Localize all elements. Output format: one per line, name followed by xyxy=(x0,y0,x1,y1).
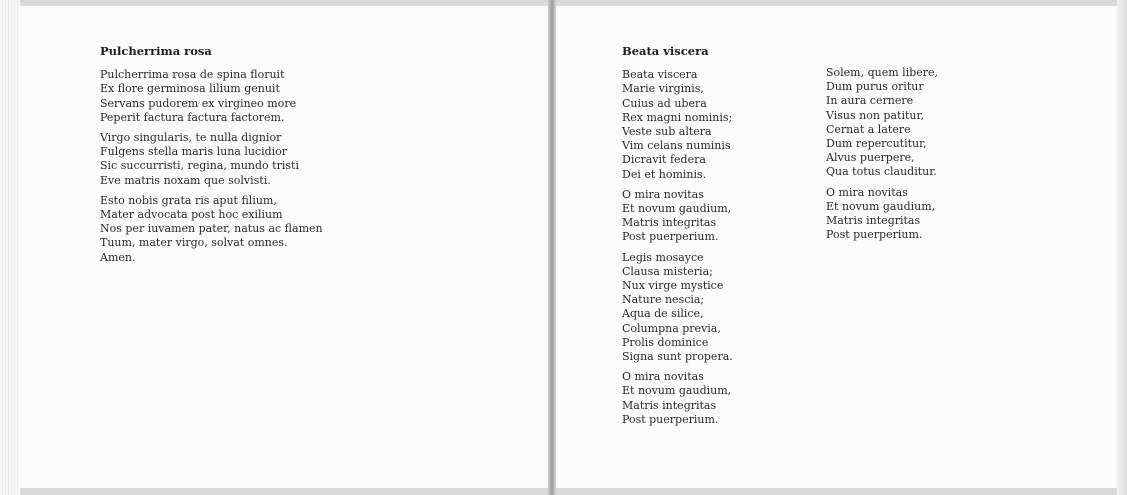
stanza xyxy=(622,188,733,245)
poem-title: Pulcherrima rosa xyxy=(100,44,212,58)
verse-line: Clausa misteria; xyxy=(622,264,713,278)
stanza xyxy=(622,251,733,365)
verse-line: Peperit factura factura factorem. xyxy=(100,110,285,124)
verse-line: Esto nobis grata ris aput filium, xyxy=(100,193,277,207)
verse-line: Dei et hominis. xyxy=(622,167,707,181)
verse-line: Nux virge mystice xyxy=(622,279,724,293)
verse-line: Qua totus clauditur. xyxy=(826,165,937,179)
page-stack-edge xyxy=(0,0,20,495)
verse-line: Pulcherrima rosa de spina floruit xyxy=(100,68,285,82)
verse-line: Post puerperium. xyxy=(826,228,923,242)
stanza xyxy=(100,68,323,125)
verse-line: Marie virginis, xyxy=(622,82,704,96)
verse-line: Cuius ad ubera xyxy=(622,96,707,110)
book-gutter xyxy=(548,0,556,495)
verse-line: Columpna previa, xyxy=(622,321,721,335)
verse-line: Sic succurristi, regina, mundo tristi xyxy=(100,159,299,173)
verse-line: Post puerperium. xyxy=(622,230,719,244)
verse-line: Cernat a latere xyxy=(826,122,911,136)
verse-line: Dum repercutitur, xyxy=(826,137,927,151)
stanza xyxy=(622,68,733,182)
verse-line: Nature nescia; xyxy=(622,293,705,307)
verse-line: Alvus puerpere, xyxy=(826,151,915,165)
verse-line: Matris integritas xyxy=(622,216,717,230)
verse-line: In aura cernere xyxy=(826,94,914,108)
verse-line: Vim celans numinis xyxy=(622,139,731,153)
verse-line: Fulgens stella maris luna lucidior xyxy=(100,145,288,159)
verse-line: Legis mosayce xyxy=(622,250,704,264)
verse-line: Amen. xyxy=(100,250,136,264)
stanza xyxy=(100,194,323,265)
right-page-edge xyxy=(1117,0,1127,495)
poem-column-2 xyxy=(826,66,938,242)
verse-line: Eve matris noxam que solvisti. xyxy=(100,173,271,187)
verse-line: O mira novitas xyxy=(622,370,704,384)
verse-line: Visus non patitur, xyxy=(826,108,925,122)
verse-line: O mira novitas xyxy=(826,185,908,199)
verse-line: Solem, quem libere, xyxy=(826,66,939,79)
verse-line: Prolis dominice xyxy=(622,335,709,349)
poem-pulcherrima-rosa xyxy=(100,44,323,271)
verse-line: Ex flore germinosa lilium genuit xyxy=(100,82,280,96)
verse-line: Aqua de silice, xyxy=(622,307,704,321)
verse-line: Servans pudorem ex virgineo more xyxy=(100,96,297,110)
poem-body xyxy=(100,68,323,265)
verse-line: Mater advocata post hoc exilium xyxy=(100,208,283,222)
stanza xyxy=(622,370,733,427)
verse-line: Veste sub altera xyxy=(622,125,712,139)
verse-line: Matris integritas xyxy=(622,398,717,412)
verse-line: Tuum, mater virgo, solvat omnes. xyxy=(100,236,288,250)
verse-line: Nos per iuvamen pater, natus ac flamen xyxy=(100,222,323,236)
stanza xyxy=(826,66,938,180)
stanza xyxy=(100,131,323,188)
verse-line: Beata viscera xyxy=(622,68,698,82)
verse-line: Matris integritas xyxy=(826,214,921,228)
stanza xyxy=(826,186,938,243)
verse-line: Et novum gaudium, xyxy=(622,384,732,398)
verse-line: Dum purus oritur xyxy=(826,80,924,94)
verse-line: Et novum gaudium, xyxy=(826,199,936,213)
verse-line: Rex magni nominis; xyxy=(622,110,733,124)
poem-title: Beata viscera xyxy=(622,44,709,58)
verse-line: Et novum gaudium, xyxy=(622,202,732,216)
verse-line: Dicravit federa xyxy=(622,153,706,167)
verse-line: Signa sunt propera. xyxy=(622,350,733,364)
verse-line: Virgo singularis, te nulla dignior xyxy=(100,131,282,145)
verse-line: O mira novitas xyxy=(622,187,704,201)
poem-column-1 xyxy=(622,68,733,427)
verse-line: Post puerperium. xyxy=(622,412,719,426)
poem-beata-viscera xyxy=(622,44,733,433)
poem-beata-viscera-column-2 xyxy=(826,66,938,248)
show-through-text xyxy=(413,46,416,59)
